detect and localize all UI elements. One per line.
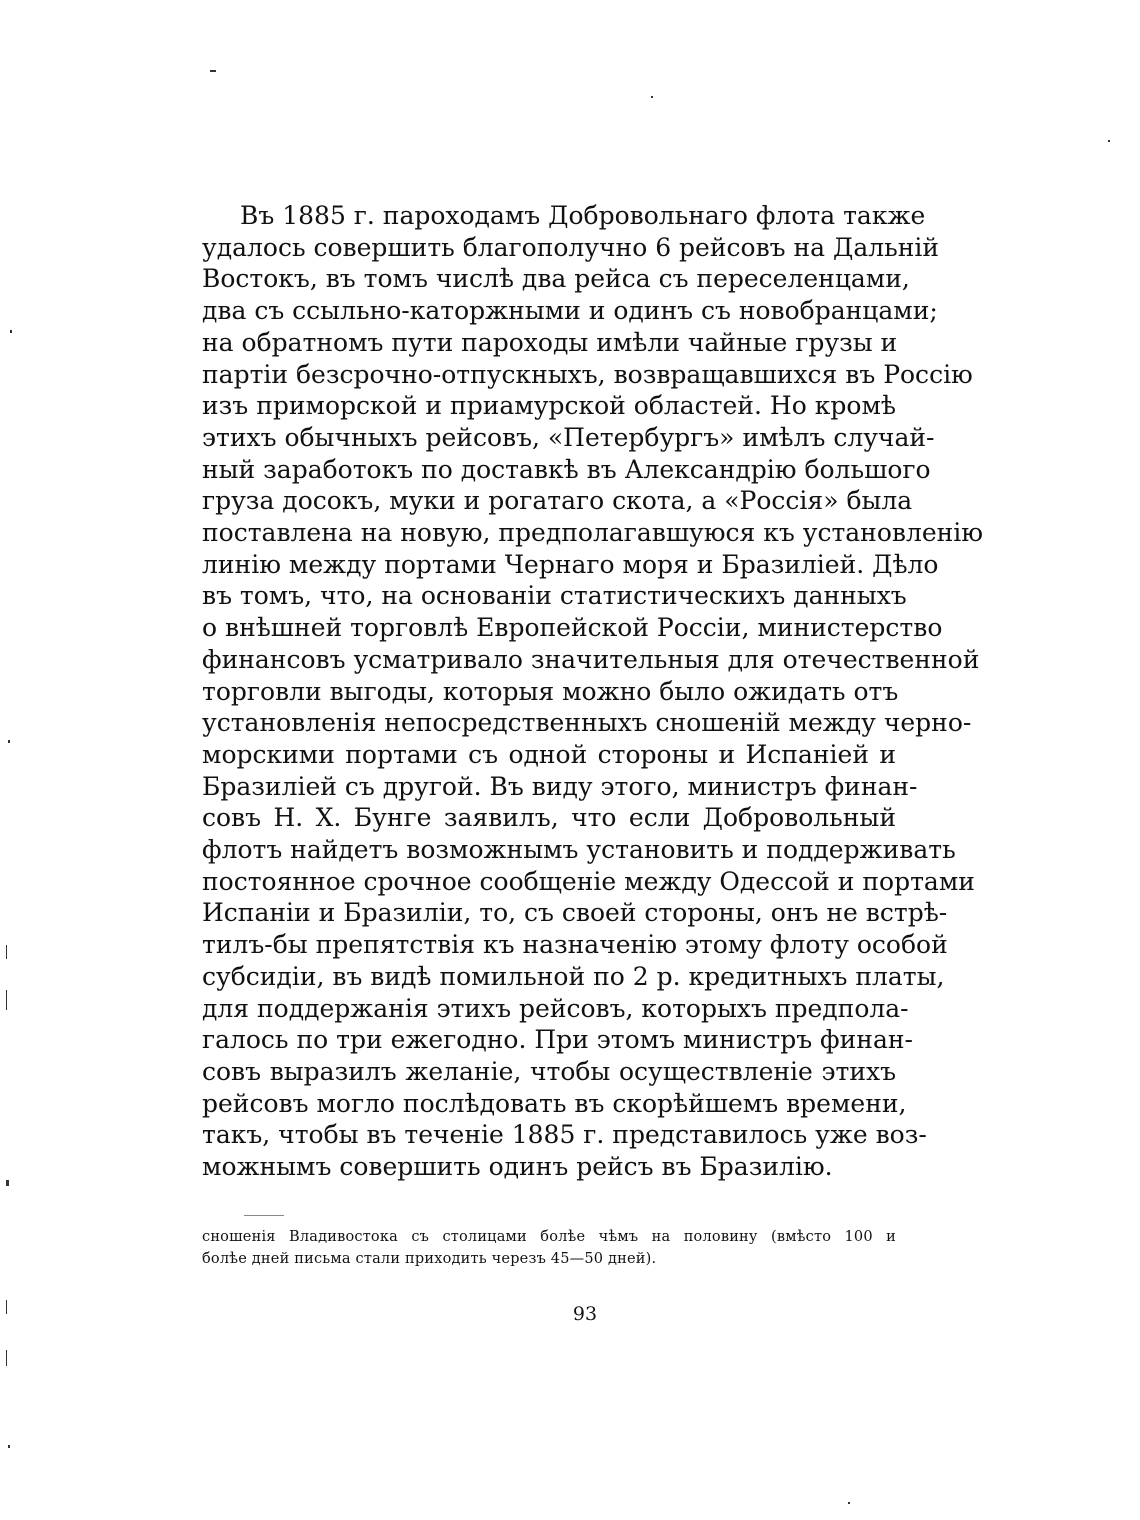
- paragraph-line: изъ приморской и приамурской областей. Но кромѣ: [202, 391, 896, 421]
- paragraph-line: Въ 1885 г. пароходамъ Добровольнаго флота также: [240, 201, 926, 230]
- scan-speck: [8, 1445, 10, 1448]
- paragraph-line: поставлена на новую, предполагавшуюся къ установленію: [202, 518, 984, 548]
- footnote-line: сношенія Владивостока съ столицами болѣе чѣмъ на половину (вмѣсто 100 и: [202, 1229, 896, 1245]
- paragraph-line: рейсовъ могло послѣдовать въ скорѣйшемъ времени,: [202, 1088, 907, 1118]
- footnote: [202, 1226, 896, 1270]
- paragraph-line: удалось совершить благополучно 6 рейсовъ на Дальній: [202, 232, 940, 262]
- paragraph-line: партіи безсрочно-отпускныхъ, возвращавшихся въ Россію: [202, 359, 973, 389]
- scan-speck: [6, 1300, 7, 1314]
- paragraph-line: груза досокъ, муки и рогатаго скота, а «Россія» была: [202, 486, 913, 516]
- scan-speck: [6, 1350, 7, 1366]
- scan-speck: [8, 740, 10, 743]
- main-paragraph: [202, 200, 984, 1183]
- paragraph-line: два съ ссыльно-каторжными и одинъ съ новобранцами;: [202, 296, 938, 326]
- paragraph-line: о внѣшней торговлѣ Европейской Россіи, министерство: [202, 613, 943, 643]
- scan-speck: [1108, 140, 1110, 142]
- paragraph-line: на обратномъ пути пароходы имѣли чайные грузы и: [202, 327, 898, 357]
- paragraph-line: въ томъ, что, на основаніи статистическихъ данныхъ: [202, 581, 907, 611]
- paragraph-line: этихъ обычныхъ рейсовъ, «Петербургъ» имѣлъ случай-: [202, 422, 935, 452]
- paragraph-line: постоянное срочное сообщеніе между Одессой и портами: [202, 866, 975, 896]
- page-number-value: 93: [572, 1303, 598, 1325]
- paragraph-line: совъ Н. Х. Бунге заявилъ, что если Добровольный: [202, 803, 896, 833]
- paragraph-line: субсидіи, въ видѣ помильной по 2 р. кредитныхъ платы,: [202, 961, 945, 991]
- scan-speck: [6, 1180, 9, 1186]
- paragraph-line: можнымъ совершить одинъ рейсъ въ Бразилію.: [202, 1152, 833, 1182]
- paragraph-line: установленія непосредственныхъ сношеній между черно-: [202, 708, 972, 738]
- page-number: [0, 1303, 1140, 1325]
- paragraph-line: торговли выгоды, которыя можно было ожидать отъ: [202, 676, 899, 706]
- paragraph-line: такъ, чтобы въ теченіе 1885 г. представилось уже воз-: [202, 1120, 927, 1150]
- paragraph-line: галось по три ежегодно. При этомъ министръ финан-: [202, 1025, 913, 1055]
- paragraph-line: ный заработокъ по доставкѣ въ Александрію большого: [202, 454, 931, 484]
- footnote-line: болѣе дней письма стали приходить черезъ 45—50 дней).: [202, 1251, 657, 1267]
- paragraph-line: морскими портами съ одной стороны и Испаніей и: [202, 739, 896, 769]
- paragraph-line: флотъ найдетъ возможнымъ установить и поддерживать: [202, 835, 956, 865]
- paragraph-line: линію между портами Чернаго моря и Бразиліей. Дѣло: [202, 549, 939, 579]
- paragraph-line: тилъ-бы препятствія къ назначенію этому флоту особой: [202, 930, 948, 960]
- scan-speck: [210, 70, 216, 72]
- scan-speck: [10, 330, 12, 333]
- scan-speck: [848, 1502, 850, 1504]
- paragraph-line: Востокъ, въ томъ числѣ два рейса съ переселенцами,: [202, 264, 910, 294]
- paragraph-line: Бразиліей съ другой. Въ виду этого, министръ финан-: [202, 771, 918, 801]
- paragraph-line: для поддержанія этихъ рейсовъ, которыхъ предпола-: [202, 993, 909, 1023]
- scan-speck: [6, 990, 7, 1010]
- scan-speck: [6, 945, 7, 959]
- paragraph-line: финансовъ усматривало значительныя для отечественной: [202, 644, 980, 674]
- scan-speck: [244, 1215, 284, 1216]
- scan-speck: [651, 96, 653, 98]
- paragraph-line: совъ выразилъ желаніе, чтобы осуществленіе этихъ: [202, 1056, 896, 1086]
- paragraph-line: Испаніи и Бразиліи, то, съ своей стороны, онъ не встрѣ-: [202, 898, 948, 928]
